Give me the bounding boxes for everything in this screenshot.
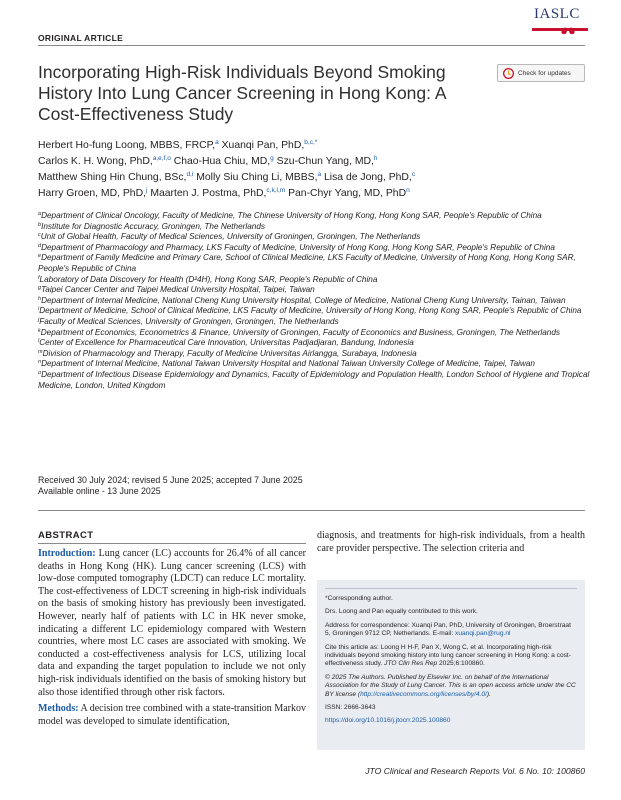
- author: [150, 188, 285, 199]
- author: [324, 172, 415, 183]
- author-affiliation-mark[interactable]: a,e,f,o: [152, 155, 171, 162]
- affiliation-item: [38, 359, 590, 370]
- affiliation-mark: d: [38, 242, 42, 249]
- affiliation-item: [38, 317, 590, 328]
- check-updates-icon: [503, 68, 514, 79]
- author: [222, 140, 318, 151]
- corresponding-author-note: *Corresponding author.: [325, 595, 393, 602]
- affiliation-text: Department of Pharmacology and Pharmacy, LKS Faculty of Medicine, University of Hong Kong, Hong Kong SAR, People's Republic of China: [41, 242, 555, 252]
- license-text: © 2025 The Authors. Published by Elsevier Inc. on behalf of the International Association for the Study of Lung Cancer. This is an open access article under the CC BY license (: [325, 673, 576, 698]
- license-link[interactable]: http://creativecommons.org/licenses/by/4.0/: [360, 690, 487, 698]
- header-divider: [38, 45, 585, 46]
- affiliation-mark: o: [38, 369, 42, 376]
- logo-text: IASLC: [534, 6, 580, 22]
- affiliation-text: Faculty of Medical Sciences, University of Groningen, Groningen, The Netherlands: [39, 316, 339, 326]
- email-link[interactable]: xuanqi.pan@rug.nl: [455, 630, 511, 638]
- affiliation-mark: n: [38, 359, 42, 366]
- affiliation-text: Department of Economics, Econometrics & Finance, University of Groningen, Faculty of Economics and Business, Groningen, The Netherlands: [40, 327, 560, 337]
- author-affiliation-mark[interactable]: a: [317, 171, 322, 178]
- affiliation-list: [38, 211, 590, 391]
- address-text: Address for correspondence: Xuanqi Pan, PhD, University of Groningen, Broerstraat 5, Groningen 9712 CP, Netherlands. E-mail:: [325, 621, 571, 638]
- affiliation-mark: a: [38, 211, 42, 217]
- license-suffix: ).: [486, 690, 491, 698]
- affiliation-mark: l: [38, 338, 40, 345]
- affiliation-item: [38, 296, 590, 307]
- received-dates: Received 30 July 2024; revised 5 June 2025; accepted 7 June 2025: [38, 475, 303, 485]
- affiliation-item: [38, 328, 590, 339]
- affiliation-text: Center of Excellence for Pharmaceutical Care Innovation, Universitas Padjadjaran, Bandung, Indonesia: [39, 338, 414, 348]
- affiliation-text: Laboratory of Data Discovery for Health (D²4H), Hong Kong SAR, People's Republic of China: [39, 274, 378, 284]
- affiliation-text: Unit of Global Health, Faculty of Medical Sciences, University of Groningen, Groningen, The Netherlands: [40, 232, 421, 242]
- abstract-introduction: [38, 548, 306, 699]
- author-name: Maarten J. Postma, PhD,: [150, 188, 267, 199]
- affiliation-item: [38, 349, 590, 360]
- cite-journal: JTO Clin Res Rep: [384, 660, 438, 668]
- doi-paragraph: [325, 717, 577, 725]
- affiliation-text: Division of Pharmacology and Therapy, Faculty of Medicine Universitas Airlangga, Surabaya, Indonesia: [42, 348, 417, 358]
- online-date: Available online - 13 June 2025: [38, 486, 161, 496]
- iaslc-logo: [530, 4, 592, 44]
- affiliation-text: Department of Clinical Oncology, Faculty of Medicine, The Chinese University of Hong Kong, Hong Kong SAR, People's Republic of China: [41, 211, 542, 220]
- author: [38, 172, 193, 183]
- author-affiliation-mark[interactable]: h: [373, 155, 378, 162]
- box-top-rule: [325, 588, 577, 589]
- author-name: Szu-Chun Yang, MD,: [276, 156, 374, 167]
- affiliation-text: Department of Medicine, School of Clinical Medicine, LKS Faculty of Medicine, University of Hong Kong, Hong Kong SAR, People's Republic of China: [39, 306, 582, 316]
- author-name: Herbert Ho-fung Loong, MBBS, FRCP,: [38, 140, 216, 151]
- author-affiliation-mark[interactable]: n: [406, 187, 410, 194]
- affiliation-mark: m: [38, 348, 43, 355]
- author-name: Molly Siu Ching Li, MBBS,: [196, 172, 318, 183]
- affiliation-item: [38, 253, 590, 274]
- issn: ISSN: 2666-3643: [325, 704, 376, 712]
- article-dates: [38, 475, 303, 497]
- affiliation-mark: j: [38, 316, 40, 323]
- affiliation-text: Department of Family Medicine and Primary Care, School of Clinical Medicine, LKS Faculty of Medicine, University of Hong Kong, Hong Kong SAR, People's Republic of China: [38, 253, 576, 273]
- affiliation-item: [38, 243, 590, 254]
- author-name: Matthew Shing Hin Chung, BSc,: [38, 172, 187, 183]
- author-affiliation-mark[interactable]: c,k,l,m: [266, 187, 286, 194]
- section-label: ORIGINAL ARTICLE: [38, 33, 124, 43]
- citation-note: [325, 644, 577, 669]
- author: [174, 156, 274, 167]
- affiliation-item: [38, 370, 590, 391]
- author: [38, 156, 171, 167]
- affiliation-text: Department of Internal Medicine, National Taiwan University Hospital and National Taiwan University College of Medicine, Taipei, Taiwan: [41, 359, 535, 369]
- affiliation-text: Department of Infectious Disease Epidemiology and Dynamics, Faculty of Epidemiology and Population Health, London School of Hygiene and Tropical Medicine, London, United Kingdom: [38, 369, 590, 390]
- journal-footer: JTO Clinical and Research Reports Vol. 6 No. 10: 100860: [365, 766, 585, 776]
- author-affiliation-mark[interactable]: j: [145, 187, 148, 194]
- doi-link[interactable]: https://doi.org/10.1016/j.jtocrr.2025.100860: [325, 717, 451, 725]
- author: [196, 172, 321, 183]
- affiliation-mark: k: [38, 327, 41, 334]
- author: [38, 140, 219, 151]
- author-affiliation-mark[interactable]: a: [215, 139, 219, 146]
- author-affiliation-mark[interactable]: b,c,*: [304, 139, 318, 146]
- author: [38, 188, 147, 199]
- abstract-right-column: diagnosis, and treatments for high-risk individuals, from a health care provider perspective. The selection criteria and: [317, 530, 585, 554]
- check-for-updates-button[interactable]: [497, 64, 585, 82]
- intro-label: Introduction:: [38, 548, 96, 559]
- affiliation-item: [38, 338, 590, 349]
- methods-text: A decision tree combined with a state-transition Markov model was developed to simulate identification,: [38, 703, 306, 727]
- author-affiliation-mark[interactable]: g: [270, 155, 274, 162]
- affiliation-item: [38, 211, 590, 222]
- abstract-divider: [38, 510, 585, 511]
- author-name: Chao-Hua Chiu, MD,: [173, 156, 271, 167]
- affiliation-item: [38, 222, 590, 233]
- affiliation-text: Department of Internal Medicine, National Cheng Kung University Hospital, College of Medicine, National Cheng Kung University, Tainan, Taiwan: [41, 295, 566, 305]
- abstract-heading: ABSTRACT: [38, 530, 94, 541]
- cite-text: Cite this article as: Loong H H-F, Pan X, Wong C, et al. Incorporating high-risk individuals beyond smoking history into lung cancer screening in Hong Kong: a cost-effectiveness study.: [325, 643, 571, 668]
- affiliation-mark: b: [38, 221, 42, 228]
- author-list: [38, 138, 588, 202]
- affiliation-item: [38, 275, 590, 286]
- abstract-heading-rule: [38, 543, 306, 544]
- author-name: Lisa de Jong, PhD,: [324, 172, 412, 183]
- affiliation-mark: g: [38, 285, 42, 292]
- affiliation-item: [38, 232, 590, 243]
- affiliation-item: [38, 285, 590, 296]
- author-name: Harry Groen, MD, PhD,: [38, 188, 146, 199]
- methods-label: Methods:: [38, 703, 79, 715]
- license-note: [325, 674, 577, 699]
- author-name: Xuanqi Pan, PhD,: [221, 140, 305, 151]
- equal-contribution-note: Drs. Loong and Pan equally contributed to this work.: [325, 608, 478, 616]
- affiliation-mark: h: [38, 295, 42, 302]
- abstract-methods: [38, 703, 306, 728]
- author-affiliation-mark[interactable]: d,i: [186, 171, 194, 178]
- abstract-left-column: [38, 548, 306, 732]
- affiliation-mark: c: [38, 232, 41, 239]
- affiliation-text: Taipei Cancer Center and Taipei Medical University Hospital, Taipei, Taiwan: [41, 285, 315, 295]
- affiliation-item: [38, 306, 590, 317]
- cite-suffix: 2025;6:100860.: [439, 660, 485, 668]
- author: [277, 156, 378, 167]
- affiliation-mark: i: [38, 306, 40, 313]
- correspondence-address: [325, 622, 577, 639]
- author-name: Carlos K. H. Wong, PhD,: [38, 156, 153, 167]
- article-title: Incorporating High-Risk Individuals Beyond Smoking History Into Lung Cancer Screening in Hong Kong: A Cost-Effectiveness Study: [38, 62, 446, 124]
- author-affiliation-mark[interactable]: c: [411, 171, 416, 178]
- check-updates-label: Check for updates: [518, 69, 571, 77]
- correspondence-box: [317, 580, 585, 750]
- affiliation-text: Institute for Diagnostic Accuracy, Groningen, The Netherlands: [41, 221, 265, 231]
- author: [288, 188, 410, 199]
- author-name: Pan-Chyr Yang, MD, PhD: [288, 188, 407, 199]
- affiliation-mark: e: [38, 253, 42, 260]
- lungs-icon: [560, 23, 576, 35]
- affiliation-mark: f: [38, 274, 40, 281]
- intro-text: Lung cancer (LC) accounts for 26.4% of all cancer deaths in Hong Kong (HK). Lung cancer screening (LCS) with low-dose computed tomography (LDCT) can reduce LC mortality. The cost-effectiveness of LDCT screening in high-risk individuals on the basis of smoking history has previously been investigated. However, nearly half of patients with LC in HK never smoke, indicating a different LC epidemiology compared with Western countries, where most LC cases are associated with smoking. We conducted a cost-effectiveness analysis for LCS, utilizing local data and expanding the target population to include we not only high-risk individuals identified on the basis of smoking history but also those identified through other risk factors.: [38, 548, 306, 698]
